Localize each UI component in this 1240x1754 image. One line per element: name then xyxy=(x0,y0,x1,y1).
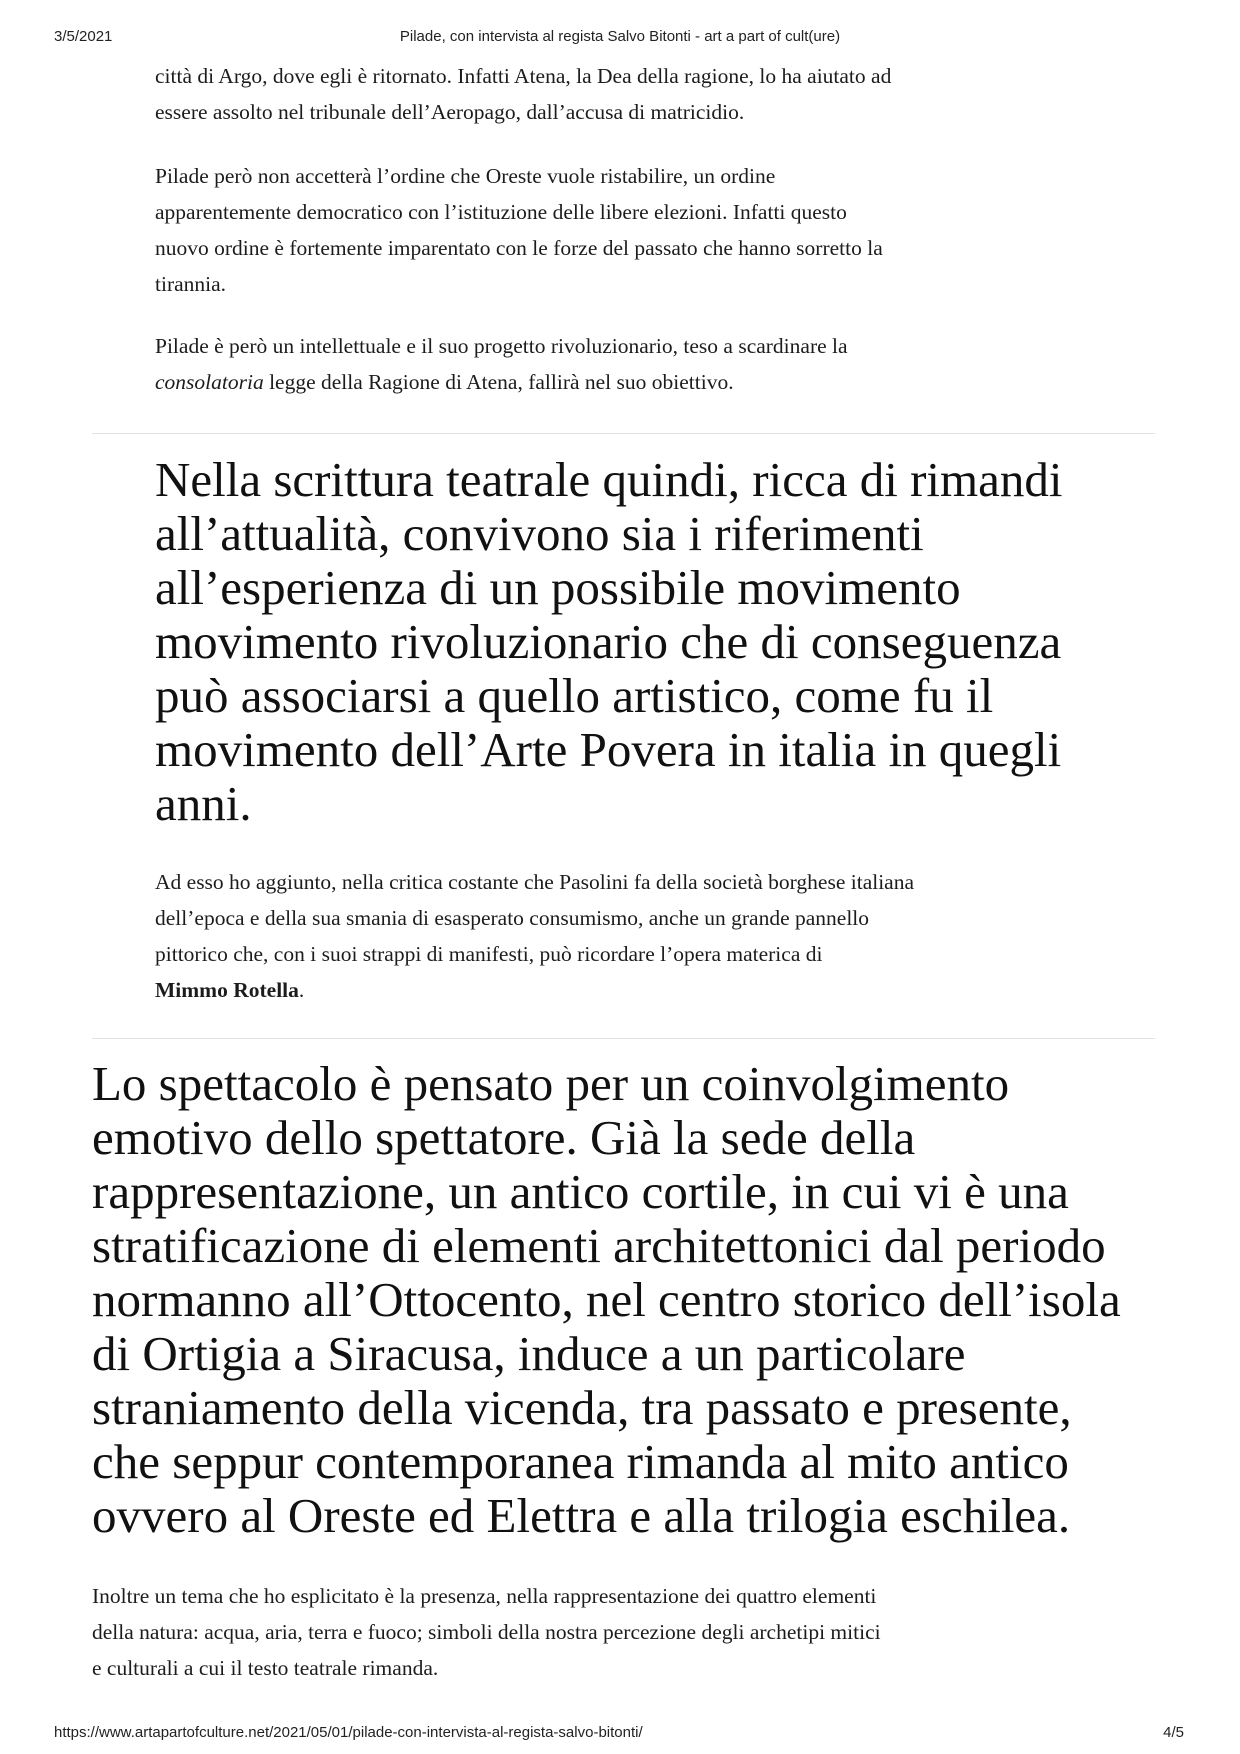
quote-line: Nella scrittura teatrale quindi, ricca di rimandi xyxy=(155,452,1063,507)
quote-line: che seppur contemporanea rimanda al mito antico xyxy=(92,1434,1069,1489)
quote-line: movimento rivoluzionario che di conseguenza xyxy=(155,614,1062,669)
text-line: dell’epoca e della sua smania di esasperato consumismo, anche un grande pannello xyxy=(155,906,870,930)
quote-line: emotivo dello spettatore. Già la sede della xyxy=(92,1110,916,1165)
page-title: Pilade, con intervista al regista Salvo Bitonti - art a part of cult(ure) xyxy=(399,28,841,45)
text-line: città di Argo, dove egli è ritornato. Infatti Atena, la Dea della ragione, lo ha aiutato ad xyxy=(155,64,892,88)
page-number: 4/5 xyxy=(1163,1724,1184,1741)
text-line: Pilade è però un intellettuale e il suo progetto rivoluzionario, teso a scardinare la xyxy=(155,334,848,358)
paragraph-pasolini xyxy=(155,864,914,1008)
text-line: Ad esso ho aggiunto, nella critica costante che Pasolini fa della società borghese italiana xyxy=(155,870,915,894)
text-line: legge della Ragione di Atena, fallirà nel suo obiettivo. xyxy=(263,370,734,394)
divider xyxy=(92,433,1155,434)
paragraph-elementi xyxy=(92,1578,881,1686)
page-header xyxy=(0,28,1240,52)
text-line: pittorico che, con i suoi strappi di manifesti, può ricordare l’opera materica di xyxy=(155,942,823,966)
quote-line: straniamento della vicenda, tra passato e presente, xyxy=(92,1380,1072,1435)
page-url[interactable]: https://www.artapartofculture.net/2021/05/01/pilade-con-intervista-al-regista-salvo-bitonti/ xyxy=(54,1724,643,1741)
paragraph-argo xyxy=(155,58,891,130)
mimmo-rotella-link[interactable]: Mimmo Rotella xyxy=(155,978,299,1002)
text-line: Inoltre un tema che ho esplicitato è la presenza, nella rappresentazione dei quattro elementi xyxy=(92,1584,877,1608)
text-line: tirannia. xyxy=(155,272,227,296)
text-line: Pilade però non accetterà l’ordine che Oreste vuole ristabilire, un ordine xyxy=(155,164,776,188)
text-line: essere assolto nel tribunale dell’Aeropago, dall’accusa di matricidio. xyxy=(155,100,745,124)
quote-line: rappresentazione, un antico cortile, in cui vi è una xyxy=(92,1164,1069,1219)
quote-line: all’esperienza di un possibile movimento xyxy=(155,560,961,615)
quote-line: all’attualità, convivono sia i riferimenti xyxy=(155,506,924,561)
paragraph-pilade-ordine xyxy=(155,158,883,302)
page-footer xyxy=(0,1724,1240,1748)
divider xyxy=(92,1038,1155,1039)
text-line: della natura: acqua, aria, terra e fuoco; simboli della nostra percezione degli archetipi mitici xyxy=(92,1620,881,1644)
quote-line: stratificazione di elementi architettonici dal periodo xyxy=(92,1218,1106,1273)
quote-line: di Ortigia a Siracusa, induce a un particolare xyxy=(92,1326,966,1381)
paragraph-pilade-intellettuale xyxy=(155,328,848,400)
quote-line: movimento dell’Arte Povera in italia in quegli xyxy=(155,722,1062,777)
quote-line: ovvero al Oreste ed Elettra e alla trilogia eschilea. xyxy=(92,1488,1071,1543)
quote-line: può associarsi a quello artistico, come fu il xyxy=(155,668,994,723)
text-line: nuovo ordine è fortemente imparentato con le forze del passato che hanno sorretto la xyxy=(155,236,883,260)
quote-line: normanno all’Ottocento, nel centro storico dell’isola xyxy=(92,1272,1121,1327)
pull-quote-scrittura xyxy=(155,453,1062,831)
text-line: e culturali a cui il testo teatrale rimanda. xyxy=(92,1656,439,1680)
print-date: 3/5/2021 xyxy=(54,28,113,45)
quote-line: anni. xyxy=(155,776,252,831)
text-line: . xyxy=(298,978,305,1002)
quote-line: Lo spettacolo è pensato per un coinvolgimento xyxy=(92,1056,1010,1111)
emphasis-consolatoria: consolatoria xyxy=(155,370,264,394)
text-line: apparentemente democratico con l’istituzione delle libere elezioni. Infatti questo xyxy=(155,200,847,224)
pull-quote-spettacolo xyxy=(92,1057,1121,1543)
